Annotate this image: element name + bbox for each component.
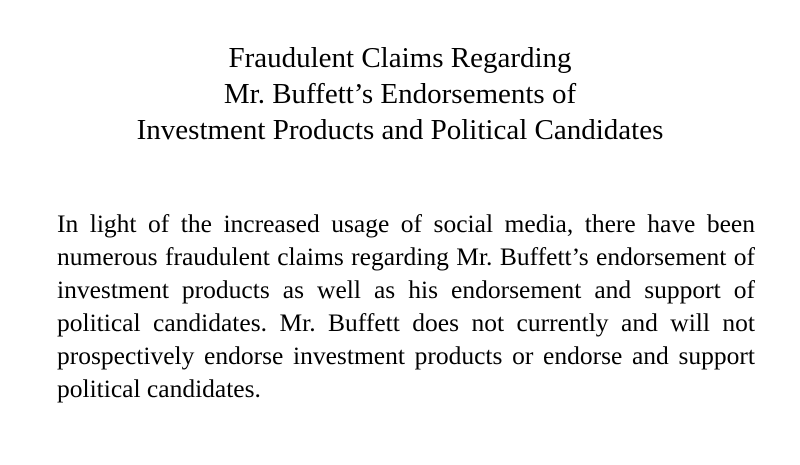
document-title: [0, 40, 800, 148]
title-line-1: Fraudulent Claims Regarding: [228, 42, 572, 74]
title-line-3: Investment Products and Political Candidates: [136, 114, 664, 146]
statement-paragraph: In light of the increased usage of social media, there have been numerous fraudulent claims regarding Mr. Buffett’s endorsement of investment products as well as his endorsement and support of political candidates. Mr. Buffett does not currently and will not prospectively endorse investment products or endorse and support political candidates.: [57, 209, 755, 403]
title-line-2: Mr. Buffett’s Endorsements of: [223, 78, 577, 110]
